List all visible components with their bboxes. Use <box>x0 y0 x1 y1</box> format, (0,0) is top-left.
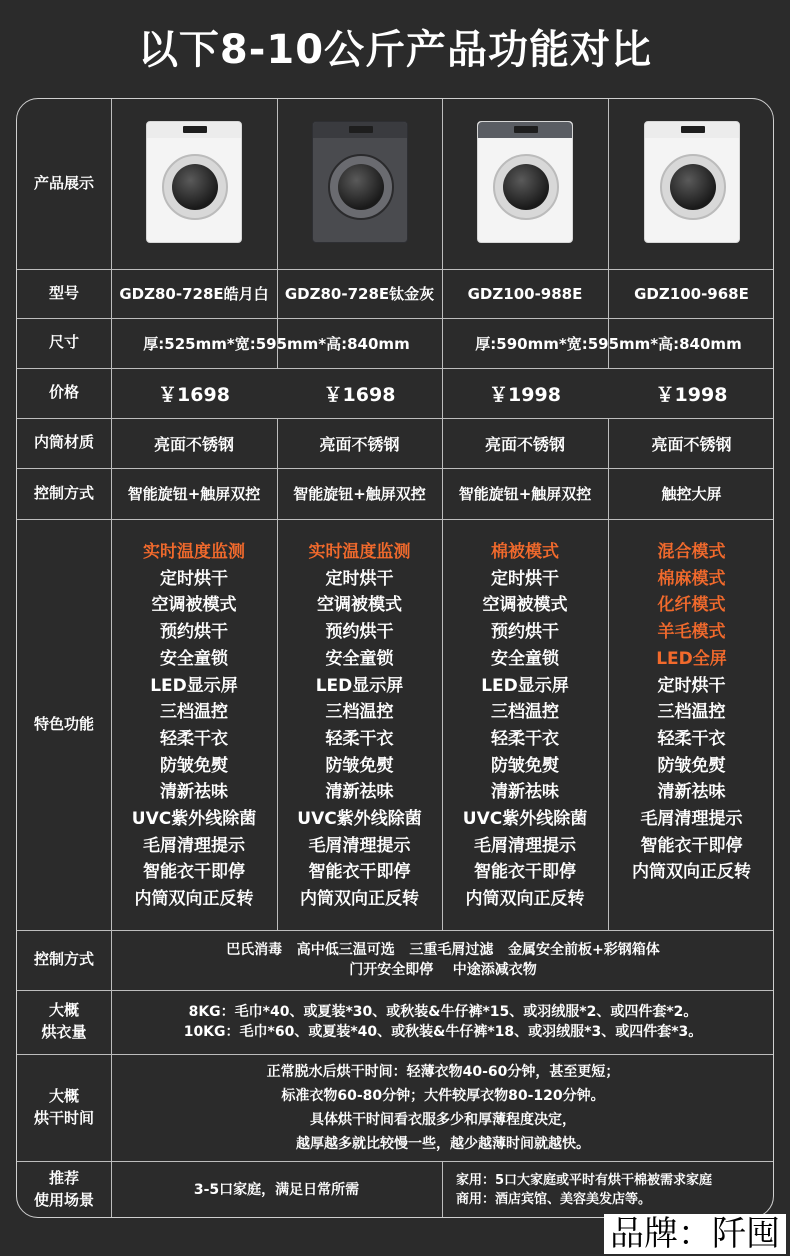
feature-item: 内筒双向正反转 <box>134 889 254 910</box>
size-80kg: 厚:525mm*宽:595mm*高:840mm <box>143 334 410 353</box>
feature-item: 棉麻模式 <box>657 568 726 589</box>
row-label-control: 控制方式 <box>33 484 94 502</box>
feature-item: 定时烘干 <box>325 568 394 589</box>
page-title: 以下8-10公斤产品功能对比 <box>137 27 653 73</box>
row-label-drum: 内筒材质 <box>33 434 94 451</box>
feature-item: 毛屑清理提示 <box>308 835 411 856</box>
scene-family: 3-5口家庭，满足日常所需 <box>193 1182 360 1198</box>
row-label-control2: 控制方式 <box>33 951 94 968</box>
feature-item: LED显示屏 <box>150 675 238 696</box>
feature-item: 清新祛味 <box>657 782 726 803</box>
feature-item: 轻柔干衣 <box>160 728 228 749</box>
feature-item: 安全童锁 <box>160 648 228 669</box>
model-1: GDZ80-728E皓月白 <box>119 285 269 303</box>
brand-label: 品牌：阡囤 <box>604 1214 786 1254</box>
capacity-line-10kg: 10KG：毛巾*60、或夏装*40、或秋装&牛仔裤*18、或羽绒服*3、或四件套*3。 <box>183 1024 703 1040</box>
scene-details <box>442 1161 774 1218</box>
row-label-time: 大概 烘干时间 <box>33 1087 94 1127</box>
feature-item: 轻柔干衣 <box>657 728 726 749</box>
drying-time-text <box>111 1054 774 1161</box>
shared-controls-line-1: 巴氏消毒 高中低三温可选 三重毛屑过滤 金属安全前板+彩钢箱体 <box>226 942 660 958</box>
feature-item: 轻柔干衣 <box>325 728 394 749</box>
feature-item: 预约烘干 <box>325 622 394 643</box>
feature-item: 防皱免熨 <box>491 755 559 776</box>
capacity-line-8kg: 8KG：毛巾*40、或夏装*30、或秋装&牛仔裤*15、或羽绒服*2、或四件套*2。 <box>188 1004 698 1020</box>
control-2: 智能旋钮+触屏双控 <box>293 485 426 503</box>
feature-item: 毛屑清理提示 <box>474 835 576 856</box>
feature-item: 智能衣干即停 <box>308 862 411 883</box>
feature-item: 内筒双向正反转 <box>300 889 419 910</box>
feature-item: LED显示屏 <box>481 675 569 696</box>
feature-item: 羊毛模式 <box>657 622 726 643</box>
drum-4: 亮面不锈钢 <box>651 434 732 454</box>
feature-item: 三档温控 <box>325 702 394 723</box>
row-label-scene: 推荐 使用场景 <box>33 1170 94 1209</box>
feature-item: 三档温控 <box>657 702 726 723</box>
price-1: ￥1698 <box>158 383 230 406</box>
row-label-display: 产品展示 <box>33 175 94 192</box>
feature-item: 内筒双向正反转 <box>632 862 751 883</box>
feature-item: 混合模式 <box>657 542 726 562</box>
capacity-text <box>111 990 774 1054</box>
drum-1: 亮面不锈钢 <box>153 434 234 454</box>
time-line-3: 具体烘干时间看衣服多少和厚薄程度决定， <box>310 1111 576 1128</box>
feature-item: 定时烘干 <box>160 568 228 589</box>
feature-item: UVC紫外线除菌 <box>297 809 422 830</box>
row-label-size: 尺寸 <box>48 334 79 351</box>
feature-item: 实时温度监测 <box>308 542 411 562</box>
feature-item: 内筒双向正反转 <box>465 889 585 910</box>
feature-item: 三档温控 <box>491 702 559 723</box>
price-3: ￥1998 <box>489 383 561 406</box>
washer-image <box>146 121 242 243</box>
feature-item: 安全童锁 <box>491 648 559 669</box>
washer-image <box>644 121 740 243</box>
row-label-capacity: 大概 烘衣量 <box>41 1002 87 1041</box>
feature-item: 预约烘干 <box>160 622 228 643</box>
feature-item: 毛屑清理提示 <box>143 835 245 856</box>
feature-item: 智能衣干即停 <box>143 862 245 883</box>
time-line-1: 正常脱水后烘干时间：轻薄衣物40-60分钟，甚至更短； <box>266 1063 620 1080</box>
scene-home: 家用：5口大家庭或平时有烘干棉被需求家庭 <box>456 1173 713 1188</box>
washer-image <box>312 121 408 243</box>
feature-item: 防皱免熨 <box>657 755 726 776</box>
control-3: 智能旋钮+触屏双控 <box>458 485 592 503</box>
feature-item: 空调被模式 <box>151 595 237 616</box>
price-2: ￥1698 <box>323 383 396 406</box>
feature-item: UVC紫外线除菌 <box>462 809 588 830</box>
model-2: GDZ80-728E钛金灰 <box>284 285 435 303</box>
feature-item: 三档温控 <box>160 702 228 723</box>
comparison-table <box>16 98 774 1218</box>
features-2 <box>277 519 442 930</box>
feature-item: 空调被模式 <box>317 595 402 616</box>
feature-item: LED显示屏 <box>315 675 404 696</box>
feature-item: 清新祛味 <box>325 782 394 803</box>
model-4: GDZ100-968E <box>634 284 749 303</box>
control-4: 触控大屏 <box>661 485 722 503</box>
shared-controls-line-2: 门开安全即停 中途添减衣物 <box>349 962 537 978</box>
drum-2: 亮面不锈钢 <box>319 434 400 454</box>
feature-item: 定时烘干 <box>657 675 726 696</box>
row-label-features: 特色功能 <box>33 715 94 733</box>
shared-controls <box>111 930 774 990</box>
feature-item: 棉被模式 <box>491 542 559 562</box>
features-1 <box>111 519 277 930</box>
feature-item: 安全童锁 <box>325 648 394 669</box>
feature-item: 空调被模式 <box>482 595 568 616</box>
row-label-price: 价格 <box>48 384 79 401</box>
feature-item: 防皱免熨 <box>325 755 394 776</box>
time-line-2: 标准衣物60-80分钟；大件较厚衣物80-120分钟。 <box>281 1087 605 1104</box>
scene-commercial: 商用：酒店宾馆、美容美发店等。 <box>456 1192 652 1207</box>
size-100kg: 厚:590mm*宽:595mm*高:840mm <box>475 334 742 353</box>
feature-item: 定时烘干 <box>491 568 559 589</box>
drum-3: 亮面不锈钢 <box>484 434 565 454</box>
time-line-4: 越厚越多就比较慢一些，越少越薄时间就越快。 <box>296 1135 590 1152</box>
model-3: GDZ100-988E <box>467 284 583 303</box>
feature-item: 实时温度监测 <box>143 542 245 562</box>
features-3 <box>442 519 608 930</box>
feature-item: 预约烘干 <box>491 622 559 643</box>
feature-item: UVC紫外线除菌 <box>131 809 257 830</box>
feature-item: 智能衣干即停 <box>640 835 743 856</box>
feature-item: 智能衣干即停 <box>474 862 576 883</box>
feature-item: 轻柔干衣 <box>491 728 559 749</box>
feature-item: 防皱免熨 <box>160 755 228 776</box>
feature-item: 清新祛味 <box>160 782 228 803</box>
price-4: ￥1998 <box>655 383 728 406</box>
feature-item: 清新祛味 <box>491 782 559 803</box>
washer-image <box>477 121 573 243</box>
feature-item: 化纤模式 <box>657 595 726 616</box>
feature-item: 毛屑清理提示 <box>640 809 743 830</box>
feature-item: LED全屏 <box>656 648 727 669</box>
features-4 <box>608 519 774 930</box>
row-label-model: 型号 <box>48 284 79 302</box>
control-1: 智能旋钮+触屏双控 <box>127 485 261 503</box>
